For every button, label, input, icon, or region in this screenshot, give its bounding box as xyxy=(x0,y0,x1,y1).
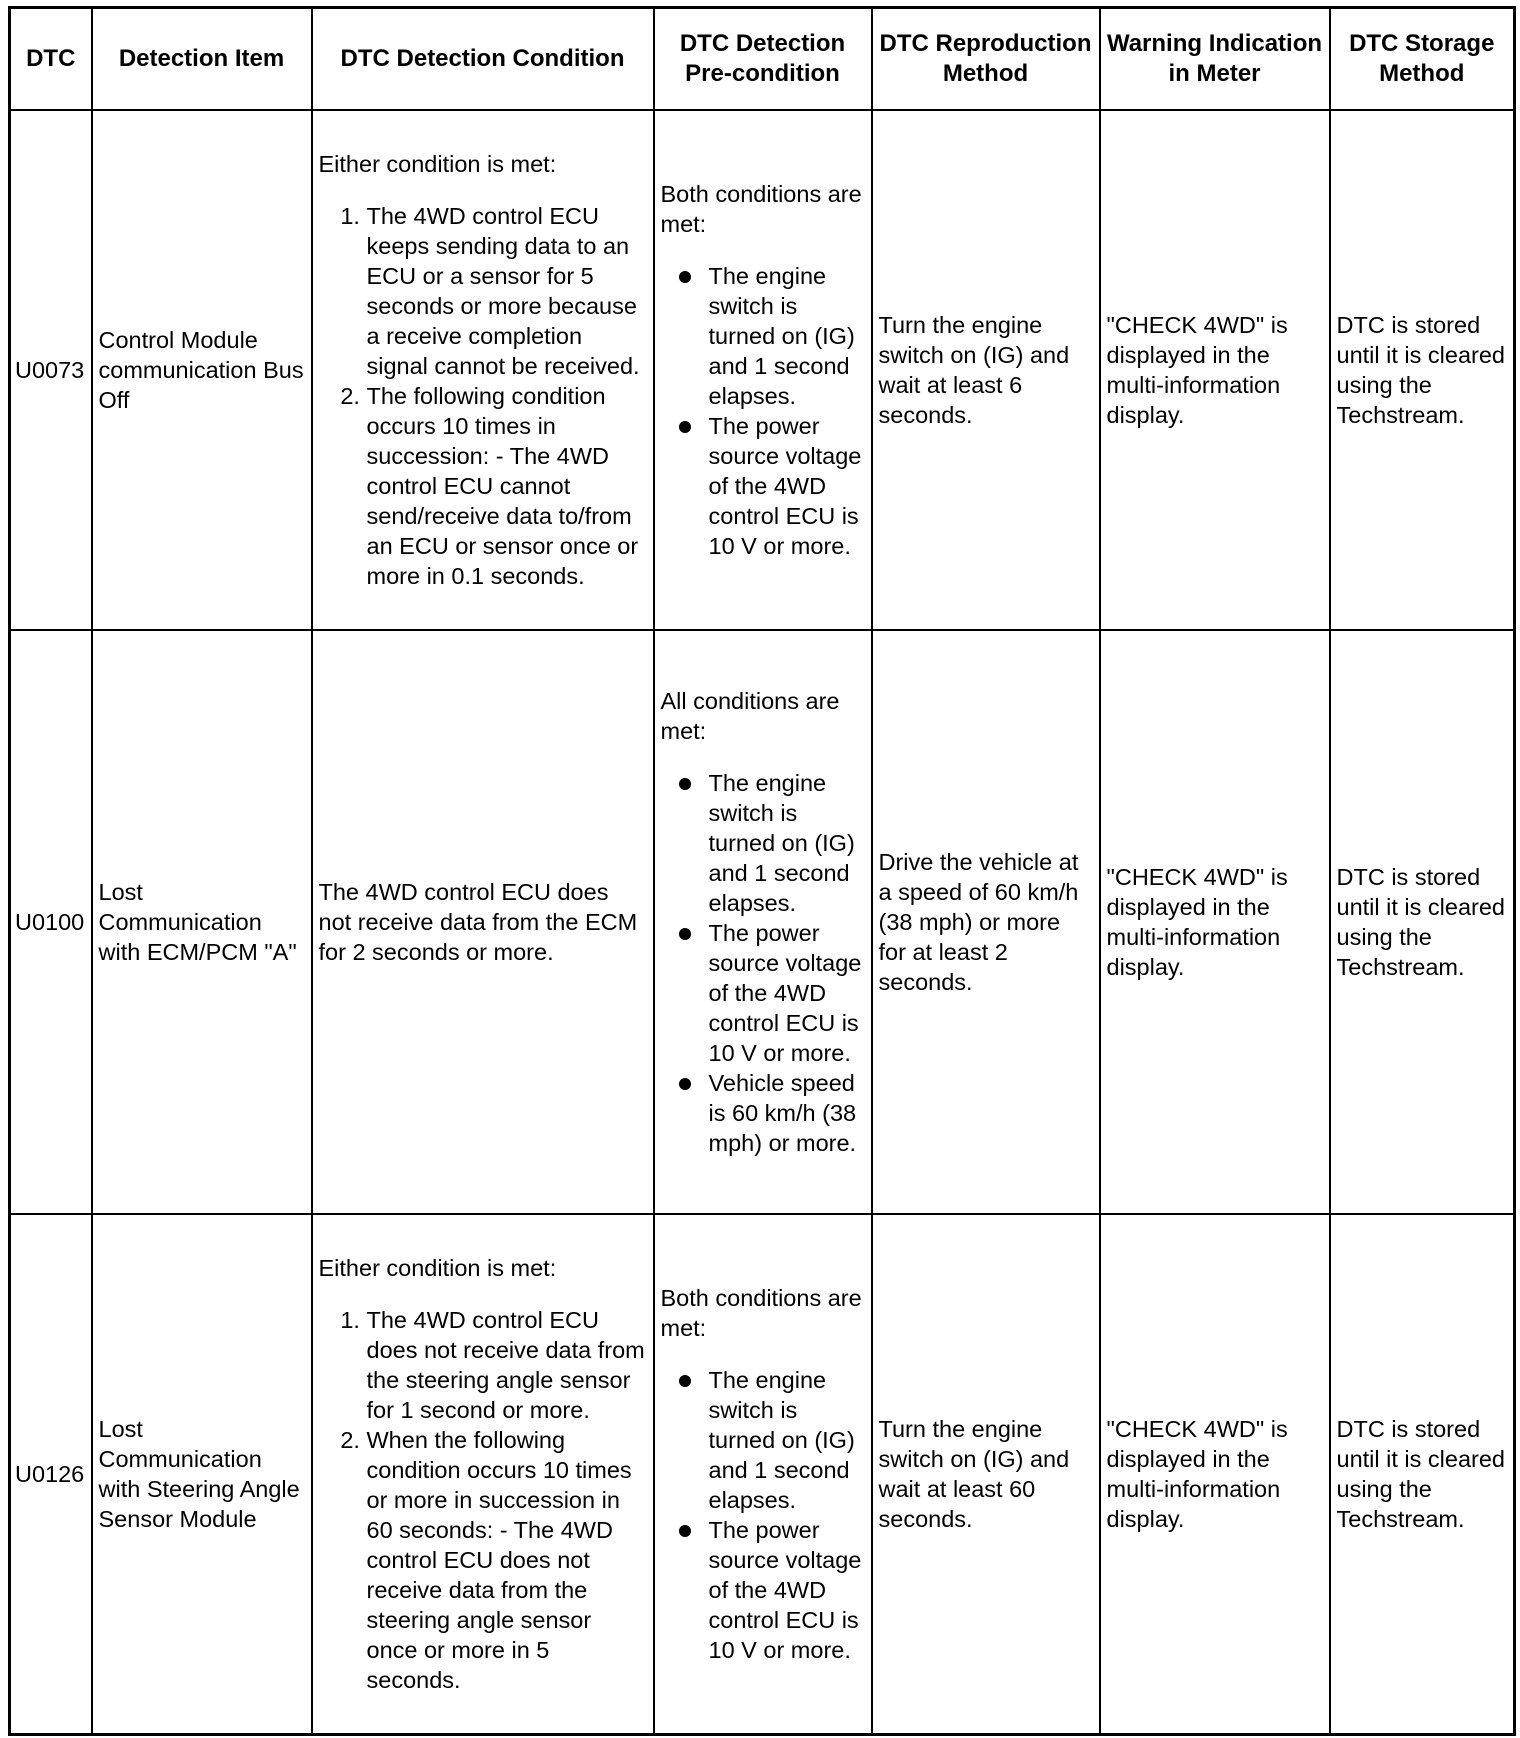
detection-condition xyxy=(312,1214,654,1734)
warning-indication: "CHECK 4WD" is displayed in the multi-information display. xyxy=(1100,110,1330,630)
condition-intro: Either condition is met: xyxy=(318,1254,557,1281)
condition-item: 1. The 4WD control ECU does not receive data from the steering angle sensor for 1 second or more. xyxy=(367,1305,647,1425)
pre-condition xyxy=(654,1214,872,1734)
pre-condition-item: The engine switch is turned on (IG) and 1 second elapses. xyxy=(709,261,865,411)
pre-condition-intro: Both conditions are met: xyxy=(660,181,862,237)
table-header xyxy=(10,8,1515,111)
header-detection-item: Detection Item xyxy=(92,8,312,111)
dtc-code: U0126 xyxy=(10,1214,92,1734)
pre-condition-item: The engine switch is turned on (IG) and 1 second elapses. xyxy=(709,1365,865,1515)
reproduction-method: Turn the engine switch on (IG) and wait at least 6 seconds. xyxy=(872,110,1100,630)
dtc-code: U0100 xyxy=(10,630,92,1214)
pre-condition-intro: Both conditions are met: xyxy=(660,1284,862,1341)
storage-method: DTC is stored until it is cleared using the Techstream. xyxy=(1330,110,1515,630)
pre-condition-list xyxy=(661,261,865,561)
dtc-code: U0073 xyxy=(10,110,92,630)
warning-indication: "CHECK 4WD" is displayed in the multi-information display. xyxy=(1100,1214,1330,1734)
detection-item: Control Module communication Bus Off xyxy=(92,110,312,630)
header-row xyxy=(10,8,1515,111)
table-body xyxy=(10,110,1515,1734)
pre-condition-item: Vehicle speed is 60 km/h (38 mph) or more. xyxy=(709,1068,865,1158)
pre-condition-item: The power source voltage of the 4WD control ECU is 10 V or more. xyxy=(709,1515,865,1665)
table-row xyxy=(10,1214,1515,1734)
header-pre-condition: DTC Detection Pre-condition xyxy=(654,8,872,111)
condition-intro: Either condition is met: xyxy=(318,151,557,177)
reproduction-method: Turn the engine switch on (IG) and wait at least 60 seconds. xyxy=(872,1214,1100,1734)
pre-condition-item: The power source voltage of the 4WD control ECU is 10 V or more. xyxy=(709,918,865,1068)
pre-condition xyxy=(654,630,872,1214)
dtc-table xyxy=(8,6,1516,1736)
pre-condition-list xyxy=(661,1365,865,1665)
pre-condition-list xyxy=(661,768,865,1158)
table-row xyxy=(10,630,1515,1214)
header-reproduction-method: DTC Reproduction Method xyxy=(872,8,1100,111)
detection-condition: The 4WD control ECU does not receive data from the ECM for 2 seconds or more. xyxy=(312,630,654,1214)
header-storage-method: DTC Storage Method xyxy=(1330,8,1515,111)
storage-method: DTC is stored until it is cleared using the Techstream. xyxy=(1330,630,1515,1214)
detection-item: Lost Communication with ECM/PCM "A" xyxy=(92,630,312,1214)
pre-condition xyxy=(654,110,872,630)
pre-condition-item: The engine switch is turned on (IG) and 1 second elapses. xyxy=(709,768,865,918)
condition-list xyxy=(319,1305,647,1695)
condition-item: 2. When the following condition occurs 10 times or more in succession in 60 seconds: - The 4WD control ECU does not receive data from the steering angle sensor once or more in 5 seconds. xyxy=(367,1425,647,1695)
storage-method: DTC is stored until it is cleared using the Techstream. xyxy=(1330,1214,1515,1734)
detection-item: Lost Communication with Steering Angle Sensor Module xyxy=(92,1214,312,1734)
reproduction-method: Drive the vehicle at a speed of 60 km/h (38 mph) or more for at least 2 seconds. xyxy=(872,630,1100,1214)
condition-item: 1. The 4WD control ECU keeps sending data to an ECU or a sensor for 5 seconds or more because a receive completion signal cannot be received. xyxy=(367,201,647,381)
header-dtc: DTC xyxy=(10,8,92,111)
header-warning-indication: Warning Indication in Meter xyxy=(1100,8,1330,111)
condition-list xyxy=(319,201,647,591)
table-row xyxy=(10,110,1515,630)
warning-indication: "CHECK 4WD" is displayed in the multi-information display. xyxy=(1100,630,1330,1214)
detection-condition xyxy=(312,110,654,630)
pre-condition-item: The power source voltage of the 4WD control ECU is 10 V or more. xyxy=(709,411,865,561)
pre-condition-intro: All conditions are met: xyxy=(660,688,840,744)
condition-item: 2. The following condition occurs 10 times in succession: - The 4WD control ECU cannot send/receive data to/from an ECU or sensor once or more in 0.1 seconds. xyxy=(367,381,647,591)
header-detection-condition: DTC Detection Condition xyxy=(312,8,654,111)
